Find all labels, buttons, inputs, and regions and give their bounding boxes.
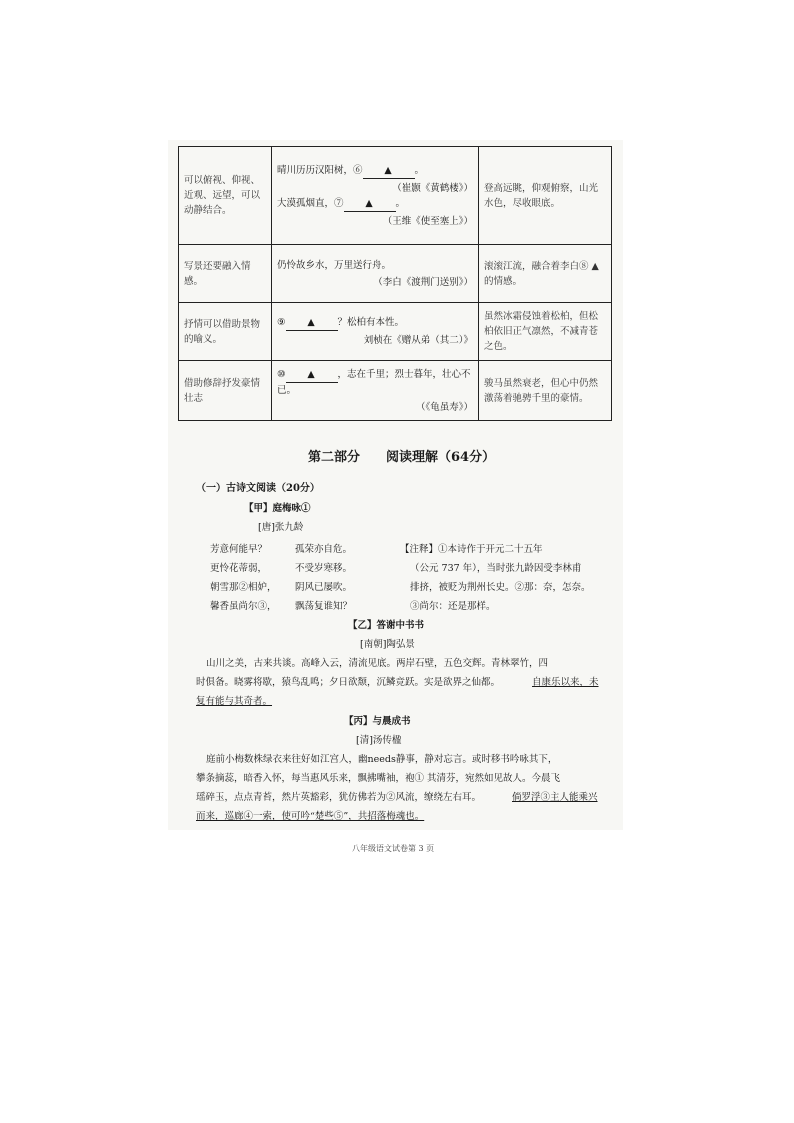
- poem-source: 刘桢在《赠从弟（其二）》: [363, 335, 473, 346]
- letter-line: 瑶碎玉，点点青苔，然片英豁彩，犹仿佛若为②风流，缭绕左右耳。: [196, 792, 482, 803]
- letter-line: 攀条摘蕊，暗香入怀，每当惠风乐来，飘拂嘴袖，袍① 其清芬，宛然如见故人。今晨飞: [196, 773, 561, 784]
- essay-line: 山川之美，古来共谈。高峰入云，清流见底。两岸石壁，五色交辉。青林翠竹，四: [206, 658, 549, 669]
- essay-line: 时俱备。晓雾将歇，猿鸟乱鸣；夕日欲颓，沉鳞竞跃。实是欲界之仙都。: [196, 677, 501, 688]
- table-row: [179, 361, 612, 421]
- table-cell-method: 抒情可以借助景物的喻义。: [179, 303, 272, 361]
- poem-author: [唐]张九龄: [258, 522, 304, 533]
- poem-line: 朝雪那②相妒，: [210, 582, 277, 593]
- poem-note: ③尚尔：还是那样。: [410, 601, 496, 612]
- table-row: [179, 303, 612, 361]
- poem-source: （《龟虽寿》）: [415, 401, 473, 413]
- letter-title: 【丙】与晨成书: [344, 716, 411, 727]
- table-row: [179, 245, 612, 303]
- poem-source: （崔颢《黄鹤楼》）: [392, 182, 473, 194]
- part-heading: 第二部分 阅读理解（64分）: [308, 450, 496, 465]
- poem-line: 更怜花蒂弱，: [210, 563, 268, 574]
- poem-note: 排挤，被贬为荆州长史。②那：奈，怎奈。: [410, 582, 591, 593]
- poem-note: （公元 737 年），当时张九龄因受李林甫: [410, 563, 582, 574]
- table-cell-method: 借助修辞抒发豪情壮志: [179, 361, 272, 421]
- page-footer: 八年级语文试卷第 3 页: [352, 844, 435, 853]
- table-row: [179, 147, 612, 245]
- table-cell-poem: ⑩ ▲ ，志在千里；烈士暮年，壮心不已。 （《龟虽寿》）: [272, 361, 479, 421]
- poem-note: 【注释】①本诗作于开元二十五年: [400, 544, 543, 555]
- blank-field: ▲: [344, 196, 396, 212]
- table-cell-poem: ⑨ ▲ ？松柏有本性。 刘桢在《赠从弟（其二）》: [272, 303, 479, 361]
- poem-title: 【甲】庭梅咏①: [244, 503, 311, 514]
- table-cell-analysis: 登高远眺，仰观俯察，山光水色，尽收眼底。: [479, 147, 612, 245]
- poem-line: 芳意何能早？: [210, 544, 268, 555]
- table-cell-analysis: 滚滚江流，融合着李白⑧ ▲ 的情感。: [479, 245, 612, 303]
- section-heading: （一）古诗文阅读（20分）: [196, 483, 320, 494]
- poem-line: 飘荡复谁知？: [295, 601, 353, 612]
- table-cell-poem: 仍怜故乡水，万里送行舟。 （李白《渡荆门送别》）: [272, 245, 479, 303]
- poem-line: 孤荣亦自危。: [295, 544, 353, 555]
- table-cell-method: 可以俯视、仰视、近观、远望，可以动静结合。: [179, 147, 272, 245]
- table-cell-method: 写景还要融入情感。: [179, 245, 272, 303]
- poem-source: （王维《使至塞上》）: [382, 215, 473, 227]
- poem-line: 不受岁寒移。: [295, 563, 353, 574]
- poem-line: 馨香虽尚尔③，: [210, 601, 277, 612]
- blank-field: ▲: [286, 315, 338, 331]
- letter-line-underlined: 倘罗浮③主人能乘兴: [512, 792, 598, 803]
- poem-source: （李白《渡荆门送别》）: [373, 276, 473, 288]
- essay-line-underlined: 复有能与其奇者。: [196, 696, 273, 707]
- essay-line-underlined: 自康乐以来，未: [532, 677, 599, 688]
- letter-author: [清]汤传楹: [356, 735, 402, 746]
- poem-line: 阴风已屡吹。: [295, 582, 353, 593]
- letter-line-underlined: 而来，巡廊④一索，使可吟“楚些⑤”，共招落梅魂也。: [196, 811, 425, 822]
- blank-field: ▲: [286, 367, 338, 383]
- blank-field: ▲: [363, 163, 415, 179]
- table-cell-poem: 晴川历历汉阳树，⑥ ▲ 。 （崔颢《黄鹤楼》） 大漠孤烟直，⑦ ▲ 。 （王维《使至塞上》）: [272, 147, 479, 245]
- letter-line: 庭前小梅数株绿衣来往好如江宫人，幽needs静事，静对忘言。或时移书吟咏其下，: [206, 754, 558, 765]
- essay-author: [南朝]陶弘景: [360, 639, 415, 650]
- table-cell-analysis: 虽然冰霜侵蚀着松柏，但松柏依旧正气凛然，不减青苍之色。: [479, 303, 612, 361]
- essay-title: 【乙】答谢中书书: [348, 620, 425, 631]
- table-cell-analysis: 骏马虽然衰老，但心中仍然激荡着驰骋千里的豪情。: [479, 361, 612, 421]
- poetry-table: [178, 146, 612, 421]
